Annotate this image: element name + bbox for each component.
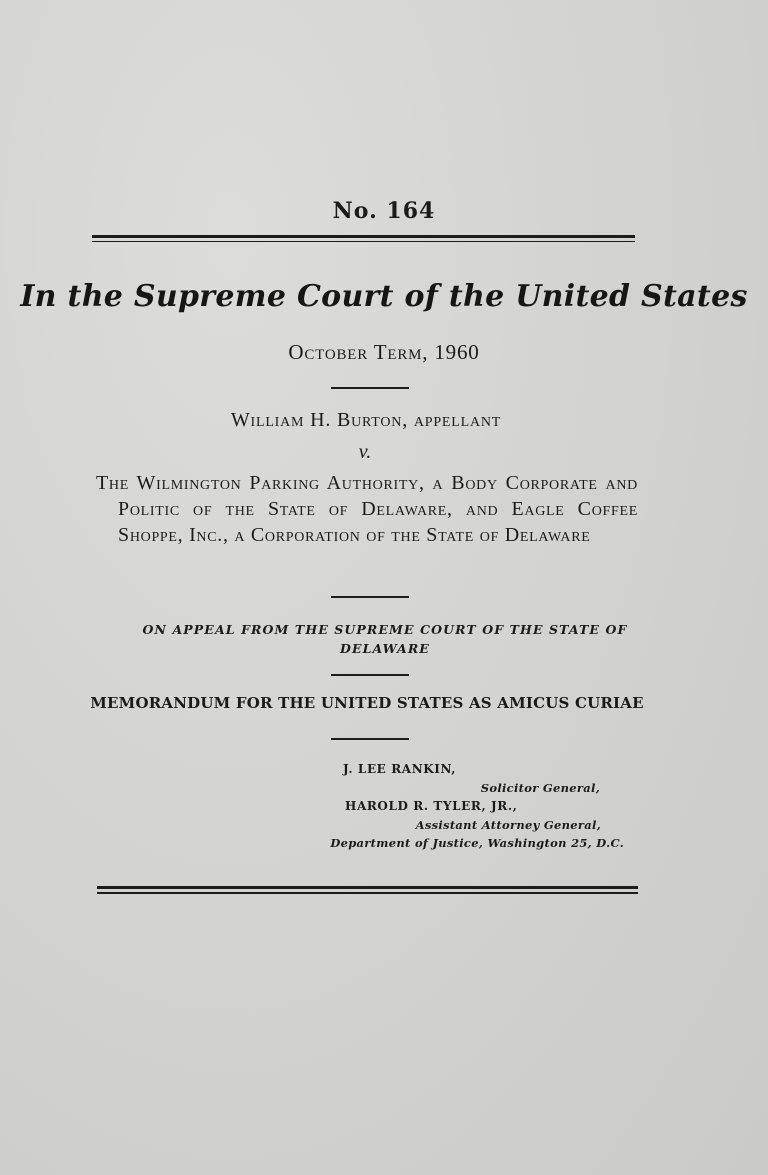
top-double-rule-thin [92,241,635,242]
counsel-name-solicitor: J. LEE RANKIN, [343,762,457,776]
court-term: October Term, 1960 [288,340,480,364]
section-divider [331,738,409,740]
counsel-name-assistant: HAROLD R. TYLER, JR., [345,799,518,813]
memorandum-heading: MEMORANDUM FOR THE UNITED STATES AS AMICUS CURIAE [90,694,644,712]
bottom-double-rule-thin [97,892,638,894]
section-divider [331,387,409,389]
section-divider [331,596,409,598]
section-divider [331,674,409,676]
counsel-department: Department of Justice, Washington 25, D.C. [330,836,624,850]
appellees-block: The Wilmington Parking Authority, a Body Corporate and Politic of the State of Delaware, and Eagle Coffee Shoppe, Inc., a Corporation of the State of Delaware [96,472,638,546]
appellant-line: William H. Burton, appellant [230,409,502,431]
counsel-title-assistant: Assistant Attorney General, [415,817,601,832]
top-double-rule-thick [92,235,635,238]
court-title: In the Supreme Court of the United States [20,279,748,314]
counsel-title-solicitor: Solicitor General, [480,780,600,795]
counsel-block [300,760,630,853]
on-appeal-line: ON APPEAL FROM THE SUPREME COURT OF THE STATE OF DELAWARE [142,622,628,656]
case-number: No. 164 [332,198,436,224]
versus-label: v. [358,441,372,463]
bottom-double-rule-thick [97,886,638,889]
